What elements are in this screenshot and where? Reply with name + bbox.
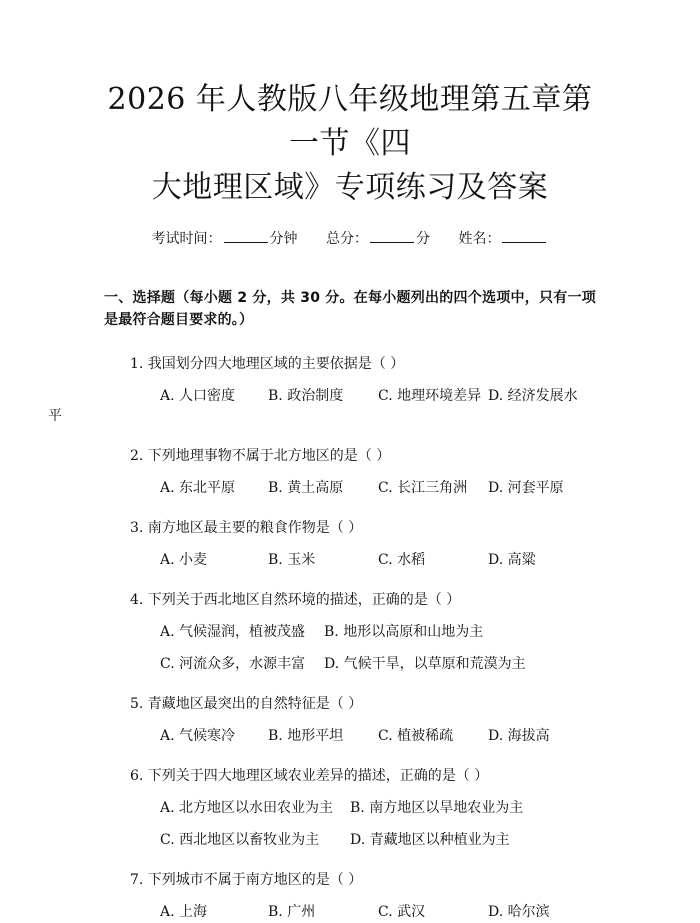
option-d[interactable]: D. 经济发展水 (488, 388, 578, 404)
option-a[interactable]: A. 北方地区以水田农业为主 (160, 800, 334, 816)
option-c[interactable]: C. 西北地区以畜牧业为主 (160, 832, 320, 848)
question-options (104, 621, 596, 675)
question-stem: 4. 下列关于西北地区自然环境的描述，正确的是（ ） (130, 592, 461, 608)
question-options (104, 385, 596, 407)
option-c[interactable]: C. 植被稀疏 (378, 728, 454, 744)
option-b[interactable]: B. 广州 (268, 904, 316, 920)
question-stem: 2. 下列地理事物不属于北方地区的是（ ） (130, 448, 391, 464)
question-2 (104, 445, 596, 499)
time-unit: 分钟 (269, 231, 298, 247)
option-c[interactable]: C. 长江三角洲 (378, 480, 468, 496)
option-b[interactable]: B. 政治制度 (268, 388, 344, 404)
question-options (104, 725, 596, 747)
question-6 (104, 765, 596, 851)
option-d[interactable]: D. 高粱 (488, 552, 536, 568)
option-b[interactable]: B. 地形以高原和山地为主 (324, 624, 484, 640)
option-d[interactable]: D. 青藏地区以种植业为主 (350, 832, 510, 848)
option-a[interactable]: A. 气候寒冷 (160, 728, 236, 744)
question-options (104, 477, 596, 499)
option-b[interactable]: B. 地形平坦 (268, 728, 344, 744)
time-blank (224, 228, 268, 243)
name-blank (502, 228, 546, 243)
question-1 (48, 353, 596, 427)
option-a[interactable]: A. 人口密度 (160, 388, 236, 404)
question-stem: 7. 下列城市不属于南方地区的是（ ） (130, 872, 363, 888)
exam-meta (104, 228, 596, 249)
question-stem: 3. 南方地区最主要的粮食作物是（ ） (130, 520, 363, 536)
score-unit: 分 (416, 231, 430, 247)
question-3 (104, 517, 596, 571)
question-options (104, 797, 596, 851)
title-line-2: 大地理区域》专项练习及答案 (151, 170, 549, 205)
option-a[interactable]: A. 小麦 (160, 552, 208, 568)
option-d-wrap-tail: 平 (48, 408, 62, 424)
question-options (104, 549, 596, 571)
question-stem: 5. 青藏地区最突出的自然特征是（ ） (130, 696, 363, 712)
score-label: 总分： (326, 231, 368, 247)
option-a[interactable]: A. 气候湿润，植被茂盛 (160, 624, 306, 640)
option-a[interactable]: A. 东北平原 (160, 480, 236, 496)
option-a[interactable]: A. 上海 (160, 904, 208, 920)
name-field (458, 228, 548, 249)
question-options (104, 901, 596, 923)
option-d[interactable]: D. 气候干旱，以草原和荒漠为主 (324, 656, 526, 672)
option-b[interactable]: B. 黄土高原 (268, 480, 344, 496)
time-label: 考试时间： (151, 231, 222, 247)
option-b[interactable]: B. 南方地区以旱地农业为主 (350, 800, 524, 816)
option-d[interactable]: D. 河套平原 (488, 480, 564, 496)
option-c[interactable]: C. 地理环境差异 (378, 388, 482, 404)
question-stem: 1. 我国划分四大地理区域的主要依据是（ ） (130, 356, 405, 372)
score-blank (370, 228, 414, 243)
option-c[interactable]: C. 河流众多，水源丰富 (160, 656, 306, 672)
option-c[interactable]: C. 武汉 (378, 904, 426, 920)
section-heading-choice: 一、选择题（每小题 2 分，共 30 分。在每小题列出的四个选项中，只有一项是最符合题目要求的。） (104, 290, 596, 328)
score-field (326, 228, 430, 249)
question-5 (104, 693, 596, 747)
time-field (152, 228, 298, 249)
question-7 (104, 869, 596, 923)
option-d[interactable]: D. 哈尔滨 (488, 904, 550, 920)
question-stem: 6. 下列关于四大地理区域农业差异的描述，正确的是（ ） (130, 768, 489, 784)
name-label: 姓名： (458, 231, 501, 247)
title-line-1: 2026 年人教版八年级地理第五章第一节《四 (107, 82, 593, 161)
option-c[interactable]: C. 水稻 (378, 552, 426, 568)
question-4 (104, 589, 596, 675)
option-b[interactable]: B. 玉米 (268, 552, 316, 568)
page-title (104, 0, 596, 210)
option-d[interactable]: D. 海拔高 (488, 728, 550, 744)
